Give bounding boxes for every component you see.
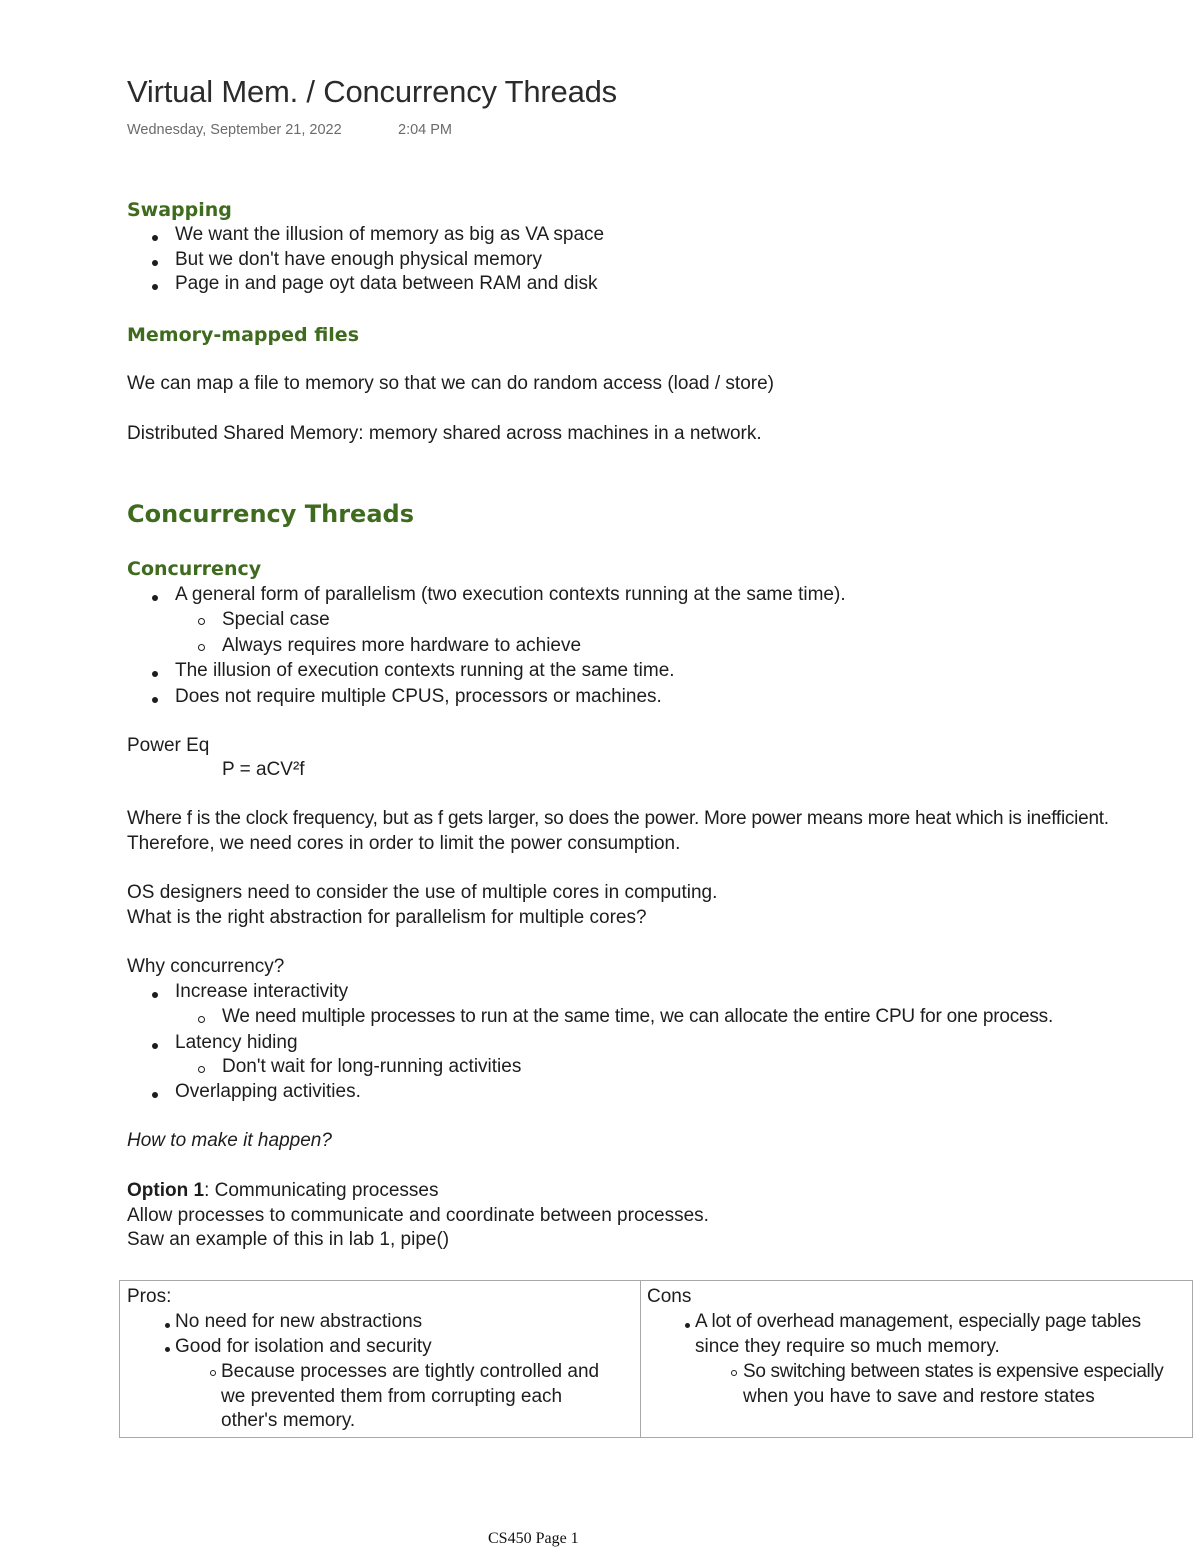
option-1-line-3: Saw an example of this in lab 1, pipe() [127, 1229, 450, 1250]
cons-sub-bullet-line-2: when you have to save and restore states [743, 1386, 1095, 1407]
swapping-bullet-1: We want the illusion of memory as big as VA space [175, 224, 605, 245]
sub-bullet-icon [198, 1016, 205, 1023]
page-footer: CS450 Page 1 [488, 1530, 579, 1547]
os-paragraph-line-2: What is the right abstraction for parallelism for multiple cores? [127, 907, 647, 928]
mmap-paragraph-1: We can map a file to memory so that we can do random access (load / store) [127, 373, 774, 394]
power-equation: P = aCV²f [222, 759, 305, 780]
concurrency-bullet-2: The illusion of execution contexts running at the same time. [175, 660, 675, 681]
sub-bullet-icon [198, 618, 205, 625]
bullet-icon [152, 697, 158, 703]
why-sub-bullet-1: We need multiple processes to run at the same time, we can allocate the entire CPU for one process. [222, 1006, 1054, 1027]
pros-sub-bullet-line-1: Because processes are tightly controlled and [221, 1361, 600, 1382]
bullet-icon [152, 595, 158, 601]
power-paragraph-line-1: Where f is the clock frequency, but as f gets larger, so does the power. More power means more heat which is inefficient. [127, 808, 1109, 829]
how-question: How to make it happen? [127, 1130, 332, 1151]
why-bullet-2: Latency hiding [175, 1032, 298, 1053]
concurrency-threads-heading: Concurrency Threads [127, 500, 414, 528]
pros-sub-bullet-line-3: other's memory. [221, 1410, 356, 1431]
sub-bullet-icon [731, 1370, 737, 1376]
concurrency-sub-bullet-1: Special case [222, 609, 330, 630]
page-title: Virtual Mem. / Concurrency Threads [127, 74, 617, 109]
option-1-line [127, 1180, 439, 1202]
why-concurrency-label: Why concurrency? [127, 956, 285, 977]
os-paragraph-line-1: OS designers need to consider the use of multiple cores in computing. [127, 882, 718, 903]
pros-cell [120, 1281, 641, 1438]
sub-bullet-icon [198, 1066, 205, 1073]
mmap-paragraph-2: Distributed Shared Memory: memory shared across machines in a network. [127, 423, 762, 444]
concurrency-bullet-1: A general form of parallelism (two execution contexts running at the same time). [175, 584, 846, 605]
swapping-bullet-2: But we don't have enough physical memory [175, 249, 542, 270]
cons-bullet-1-line-1: A lot of overhead management, especially page tables [695, 1311, 1141, 1332]
mmap-heading: Memory-mapped files [127, 324, 359, 346]
power-eq-label: Power Eq [127, 735, 210, 756]
pros-cons-table [119, 1280, 1193, 1438]
concurrency-sub-bullet-2: Always requires more hardware to achieve [222, 635, 582, 656]
why-bullet-3: Overlapping activities. [175, 1081, 361, 1102]
why-bullet-1: Increase interactivity [175, 981, 349, 1002]
cons-bullet-1-line-2: since they require so much memory. [695, 1336, 1000, 1357]
sub-bullet-icon [198, 644, 205, 651]
bullet-icon [152, 284, 158, 290]
why-sub-bullet-2: Don't wait for long-running activities [222, 1056, 522, 1077]
bullet-icon [685, 1323, 690, 1328]
cons-cell [641, 1281, 1193, 1438]
bullet-icon [152, 1043, 158, 1049]
pros-header: Pros: [127, 1286, 172, 1307]
bullet-icon [165, 1323, 170, 1328]
pros-bullet-2: Good for isolation and security [175, 1336, 432, 1357]
concurrency-heading: Concurrency [127, 558, 262, 580]
page-time: 2:04 PM [398, 122, 452, 138]
option-1-label: Option 1 [127, 1180, 205, 1201]
swapping-bullet-3: Page in and page oyt data between RAM and disk [175, 273, 598, 294]
bullet-icon [152, 235, 158, 241]
sub-bullet-icon [210, 1370, 216, 1376]
pros-bullet-1: No need for new abstractions [175, 1311, 423, 1332]
bullet-icon [152, 1092, 158, 1098]
cons-sub-bullet-line-1: So switching between states is expensive especially [743, 1361, 1164, 1382]
power-paragraph-line-2: Therefore, we need cores in order to limit the power consumption. [127, 833, 681, 854]
option-1-line-2: Allow processes to communicate and coordinate between processes. [127, 1205, 709, 1226]
page-date: Wednesday, September 21, 2022 [127, 122, 342, 138]
swapping-heading: Swapping [127, 199, 232, 221]
bullet-icon [152, 671, 158, 677]
option-1-text: : Communicating processes [204, 1180, 439, 1201]
bullet-icon [152, 260, 158, 266]
concurrency-bullet-3: Does not require multiple CPUS, processors or machines. [175, 686, 662, 707]
pros-sub-bullet-line-2: we prevented them from corrupting each [221, 1386, 563, 1407]
bullet-icon [152, 992, 158, 998]
bullet-icon [165, 1347, 170, 1352]
cons-header: Cons [647, 1286, 692, 1307]
